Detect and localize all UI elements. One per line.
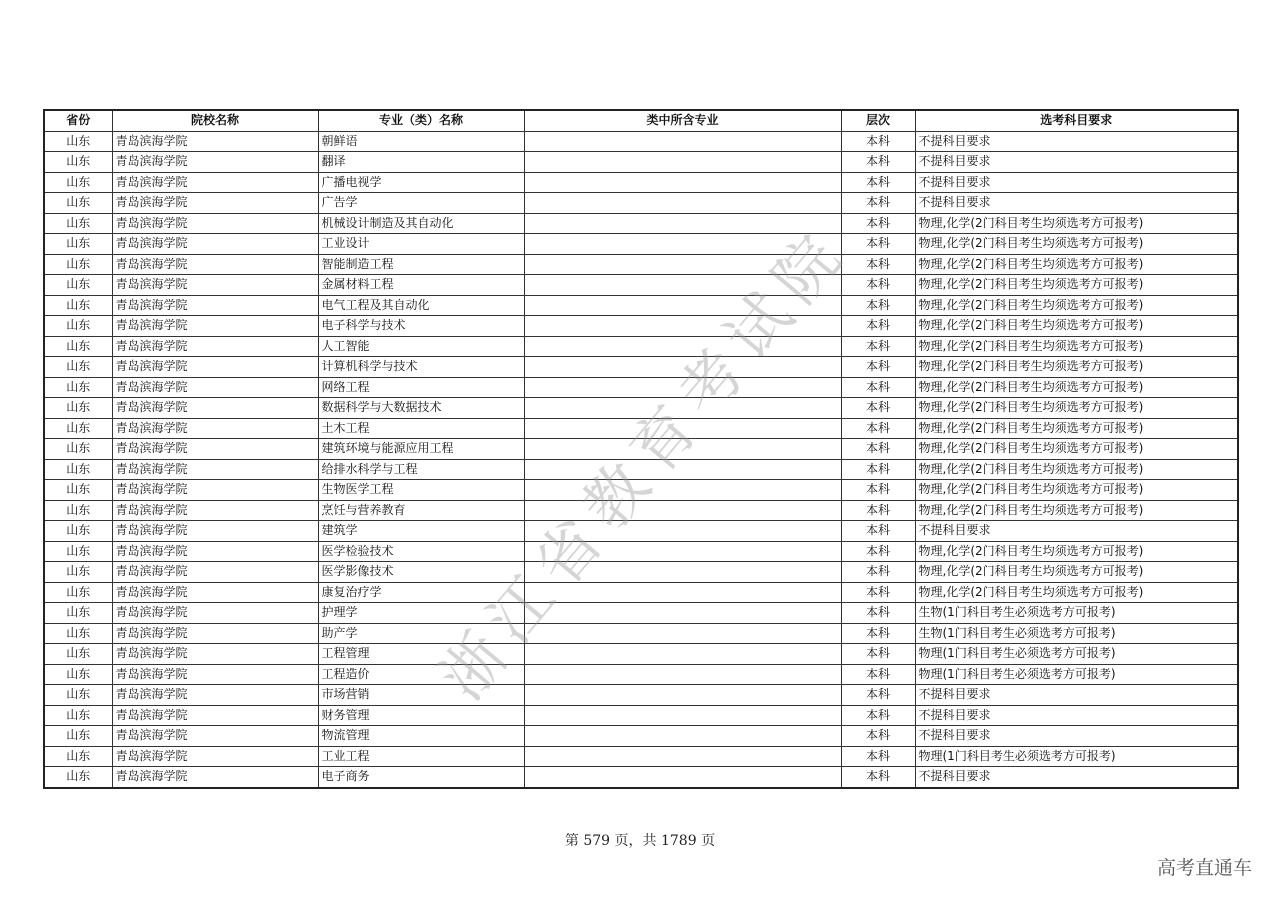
sub-majors-cell: [524, 521, 841, 542]
level-cell: 本科: [841, 398, 915, 419]
school-cell: 青岛滨海学院: [112, 336, 318, 357]
level-cell: 本科: [841, 254, 915, 275]
level-cell: 本科: [841, 541, 915, 562]
major-cell: 电气工程及其自动化: [318, 295, 524, 316]
school-cell: 青岛滨海学院: [112, 623, 318, 644]
table-row: [44, 521, 1238, 542]
sub-majors-cell: [524, 582, 841, 603]
sub-majors-cell: [524, 500, 841, 521]
province-cell: 山东: [44, 603, 112, 624]
school-cell: 青岛滨海学院: [112, 685, 318, 706]
table-row: [44, 357, 1238, 378]
major-cell: 土木工程: [318, 418, 524, 439]
school-cell: 青岛滨海学院: [112, 582, 318, 603]
school-cell: 青岛滨海学院: [112, 131, 318, 152]
school-cell: 青岛滨海学院: [112, 398, 318, 419]
sub-majors-cell: [524, 623, 841, 644]
sub-majors-cell: [524, 685, 841, 706]
province-cell: 山东: [44, 746, 112, 767]
school-cell: 青岛滨海学院: [112, 521, 318, 542]
major-cell: 助产学: [318, 623, 524, 644]
sub-majors-cell: [524, 644, 841, 665]
school-cell: 青岛滨海学院: [112, 275, 318, 296]
province-cell: 山东: [44, 541, 112, 562]
sub-majors-cell: [524, 726, 841, 747]
major-cell: 烹饪与营养教育: [318, 500, 524, 521]
level-cell: 本科: [841, 316, 915, 337]
sub-majors-cell: [524, 172, 841, 193]
school-cell: 青岛滨海学院: [112, 418, 318, 439]
level-cell: 本科: [841, 131, 915, 152]
requirement-cell: 物理(1门科目考生必须选考方可报考): [915, 644, 1238, 665]
header-level: 层次: [841, 110, 915, 131]
table-row: [44, 623, 1238, 644]
table-row: [44, 480, 1238, 501]
table-row: [44, 664, 1238, 685]
watermark-text: 浙江省教育考试院: [425, 212, 863, 714]
requirement-cell: 物理,化学(2门科目考生均须选考方可报考): [915, 562, 1238, 583]
table-row: [44, 336, 1238, 357]
school-cell: 青岛滨海学院: [112, 295, 318, 316]
page-number: 第 579 页，共 1789 页: [564, 833, 716, 849]
major-cell: 数据科学与大数据技术: [318, 398, 524, 419]
major-cell: 机械设计制造及其自动化: [318, 213, 524, 234]
requirement-cell: 物理,化学(2门科目考生均须选考方可报考): [915, 295, 1238, 316]
province-cell: 山东: [44, 418, 112, 439]
province-cell: 山东: [44, 726, 112, 747]
table-row: [44, 746, 1238, 767]
school-cell: 青岛滨海学院: [112, 541, 318, 562]
major-cell: 网络工程: [318, 377, 524, 398]
major-cell: 医学检验技术: [318, 541, 524, 562]
level-cell: 本科: [841, 582, 915, 603]
sub-majors-cell: [524, 664, 841, 685]
level-cell: 本科: [841, 500, 915, 521]
requirement-cell: 不提科目要求: [915, 172, 1238, 193]
requirement-cell: 物理,化学(2门科目考生均须选考方可报考): [915, 254, 1238, 275]
requirement-cell: 不提科目要求: [915, 131, 1238, 152]
sub-majors-cell: [524, 254, 841, 275]
sub-majors-cell: [524, 152, 841, 173]
major-cell: 财务管理: [318, 705, 524, 726]
sub-majors-cell: [524, 295, 841, 316]
sub-majors-cell: [524, 705, 841, 726]
brand-logo-text: 高考直通车: [1156, 857, 1252, 879]
level-cell: 本科: [841, 705, 915, 726]
table-row: [44, 295, 1238, 316]
province-cell: 山东: [44, 254, 112, 275]
level-cell: 本科: [841, 644, 915, 665]
province-cell: 山东: [44, 172, 112, 193]
sub-majors-cell: [524, 562, 841, 583]
major-cell: 建筑环境与能源应用工程: [318, 439, 524, 460]
province-cell: 山东: [44, 664, 112, 685]
major-cell: 工程管理: [318, 644, 524, 665]
level-cell: 本科: [841, 767, 915, 788]
requirement-cell: 物理,化学(2门科目考生均须选考方可报考): [915, 500, 1238, 521]
sub-majors-cell: [524, 603, 841, 624]
table-row: [44, 459, 1238, 480]
major-cell: 建筑学: [318, 521, 524, 542]
province-cell: 山东: [44, 623, 112, 644]
sub-majors-cell: [524, 213, 841, 234]
level-cell: 本科: [841, 480, 915, 501]
table-row: [44, 377, 1238, 398]
school-cell: 青岛滨海学院: [112, 767, 318, 788]
sub-majors-cell: [524, 336, 841, 357]
level-cell: 本科: [841, 726, 915, 747]
major-cell: 金属材料工程: [318, 275, 524, 296]
province-cell: 山东: [44, 131, 112, 152]
table-row: [44, 562, 1238, 583]
sub-majors-cell: [524, 316, 841, 337]
province-cell: 山东: [44, 439, 112, 460]
table-row: [44, 644, 1238, 665]
requirement-cell: 物理(1门科目考生必须选考方可报考): [915, 664, 1238, 685]
table-row: [44, 439, 1238, 460]
province-cell: 山东: [44, 582, 112, 603]
table-row: [44, 234, 1238, 255]
sub-majors-cell: [524, 746, 841, 767]
school-cell: 青岛滨海学院: [112, 234, 318, 255]
header-school: 院校名称: [112, 110, 318, 131]
level-cell: 本科: [841, 193, 915, 214]
level-cell: 本科: [841, 357, 915, 378]
table-row: [44, 275, 1238, 296]
table-header-row: [44, 110, 1238, 131]
requirement-cell: 物理,化学(2门科目考生均须选考方可报考): [915, 398, 1238, 419]
school-cell: 青岛滨海学院: [112, 664, 318, 685]
requirement-cell: 不提科目要求: [915, 521, 1238, 542]
school-cell: 青岛滨海学院: [112, 480, 318, 501]
major-cell: 电子商务: [318, 767, 524, 788]
requirement-cell: 物理,化学(2门科目考生均须选考方可报考): [915, 213, 1238, 234]
major-cell: 广告学: [318, 193, 524, 214]
school-cell: 青岛滨海学院: [112, 644, 318, 665]
table-row: [44, 767, 1238, 788]
major-cell: 物流管理: [318, 726, 524, 747]
level-cell: 本科: [841, 746, 915, 767]
major-cell: 人工智能: [318, 336, 524, 357]
requirement-cell: 物理,化学(2门科目考生均须选考方可报考): [915, 418, 1238, 439]
province-cell: 山东: [44, 521, 112, 542]
major-cell: 朝鲜语: [318, 131, 524, 152]
school-cell: 青岛滨海学院: [112, 172, 318, 193]
school-cell: 青岛滨海学院: [112, 746, 318, 767]
requirement-cell: 不提科目要求: [915, 705, 1238, 726]
school-cell: 青岛滨海学院: [112, 459, 318, 480]
level-cell: 本科: [841, 213, 915, 234]
table-row: [44, 603, 1238, 624]
province-cell: 山东: [44, 767, 112, 788]
school-cell: 青岛滨海学院: [112, 357, 318, 378]
major-cell: 康复治疗学: [318, 582, 524, 603]
requirement-cell: 物理,化学(2门科目考生均须选考方可报考): [915, 439, 1238, 460]
major-cell: 计算机科学与技术: [318, 357, 524, 378]
major-cell: 给排水科学与工程: [318, 459, 524, 480]
table-row: [44, 172, 1238, 193]
requirement-cell: 生物(1门科目考生必须选考方可报考): [915, 603, 1238, 624]
requirement-cell: 不提科目要求: [915, 152, 1238, 173]
province-cell: 山东: [44, 234, 112, 255]
header-major: 专业（类）名称: [318, 110, 524, 131]
major-cell: 工业工程: [318, 746, 524, 767]
major-cell: 智能制造工程: [318, 254, 524, 275]
province-cell: 山东: [44, 152, 112, 173]
level-cell: 本科: [841, 562, 915, 583]
major-cell: 医学影像技术: [318, 562, 524, 583]
sub-majors-cell: [524, 193, 841, 214]
school-cell: 青岛滨海学院: [112, 562, 318, 583]
table-row: [44, 316, 1238, 337]
level-cell: 本科: [841, 521, 915, 542]
major-cell: 广播电视学: [318, 172, 524, 193]
table-row: [44, 582, 1238, 603]
requirement-cell: 物理,化学(2门科目考生均须选考方可报考): [915, 336, 1238, 357]
table-row: [44, 418, 1238, 439]
province-cell: 山东: [44, 193, 112, 214]
table-row: [44, 705, 1238, 726]
school-cell: 青岛滨海学院: [112, 254, 318, 275]
province-cell: 山东: [44, 562, 112, 583]
level-cell: 本科: [841, 418, 915, 439]
province-cell: 山东: [44, 459, 112, 480]
level-cell: 本科: [841, 439, 915, 460]
level-cell: 本科: [841, 603, 915, 624]
requirement-cell: 物理,化学(2门科目考生均须选考方可报考): [915, 582, 1238, 603]
sub-majors-cell: [524, 357, 841, 378]
school-cell: 青岛滨海学院: [112, 193, 318, 214]
school-cell: 青岛滨海学院: [112, 152, 318, 173]
table-row: [44, 541, 1238, 562]
province-cell: 山东: [44, 316, 112, 337]
sub-majors-cell: [524, 480, 841, 501]
table-row: [44, 685, 1238, 706]
province-cell: 山东: [44, 644, 112, 665]
table-row: [44, 398, 1238, 419]
school-cell: 青岛滨海学院: [112, 705, 318, 726]
header-province: 省份: [44, 110, 112, 131]
admission-requirements-table: [43, 109, 1239, 789]
level-cell: 本科: [841, 459, 915, 480]
requirement-cell: 物理,化学(2门科目考生均须选考方可报考): [915, 234, 1238, 255]
school-cell: 青岛滨海学院: [112, 603, 318, 624]
table-row: [44, 131, 1238, 152]
requirement-cell: 物理,化学(2门科目考生均须选考方可报考): [915, 541, 1238, 562]
level-cell: 本科: [841, 685, 915, 706]
table-row: [44, 500, 1238, 521]
major-cell: 工程造价: [318, 664, 524, 685]
level-cell: 本科: [841, 234, 915, 255]
major-cell: 护理学: [318, 603, 524, 624]
level-cell: 本科: [841, 664, 915, 685]
sub-majors-cell: [524, 398, 841, 419]
requirement-cell: 不提科目要求: [915, 767, 1238, 788]
header-requirement: 选考科目要求: [915, 110, 1238, 131]
level-cell: 本科: [841, 275, 915, 296]
table-body: [44, 131, 1238, 788]
table-row: [44, 213, 1238, 234]
sub-majors-cell: [524, 459, 841, 480]
province-cell: 山东: [44, 377, 112, 398]
table-row: [44, 726, 1238, 747]
province-cell: 山东: [44, 295, 112, 316]
province-cell: 山东: [44, 336, 112, 357]
requirement-cell: 物理,化学(2门科目考生均须选考方可报考): [915, 275, 1238, 296]
table-row: [44, 152, 1238, 173]
province-cell: 山东: [44, 275, 112, 296]
level-cell: 本科: [841, 336, 915, 357]
province-cell: 山东: [44, 357, 112, 378]
level-cell: 本科: [841, 152, 915, 173]
level-cell: 本科: [841, 172, 915, 193]
school-cell: 青岛滨海学院: [112, 316, 318, 337]
school-cell: 青岛滨海学院: [112, 213, 318, 234]
sub-majors-cell: [524, 131, 841, 152]
sub-majors-cell: [524, 541, 841, 562]
requirement-cell: 物理,化学(2门科目考生均须选考方可报考): [915, 316, 1238, 337]
sub-majors-cell: [524, 377, 841, 398]
requirement-cell: 物理,化学(2门科目考生均须选考方可报考): [915, 377, 1238, 398]
table-row: [44, 254, 1238, 275]
requirement-cell: 不提科目要求: [915, 726, 1238, 747]
sub-majors-cell: [524, 439, 841, 460]
requirement-cell: 物理,化学(2门科目考生均须选考方可报考): [915, 480, 1238, 501]
major-cell: 翻译: [318, 152, 524, 173]
requirement-cell: 生物(1门科目考生必须选考方可报考): [915, 623, 1238, 644]
level-cell: 本科: [841, 377, 915, 398]
province-cell: 山东: [44, 685, 112, 706]
requirement-cell: 不提科目要求: [915, 685, 1238, 706]
level-cell: 本科: [841, 295, 915, 316]
province-cell: 山东: [44, 213, 112, 234]
sub-majors-cell: [524, 275, 841, 296]
sub-majors-cell: [524, 234, 841, 255]
requirement-cell: 物理(1门科目考生必须选考方可报考): [915, 746, 1238, 767]
major-cell: 生物医学工程: [318, 480, 524, 501]
requirement-cell: 不提科目要求: [915, 193, 1238, 214]
header-sub-majors: 类中所含专业: [524, 110, 841, 131]
table-row: [44, 193, 1238, 214]
requirement-cell: 物理,化学(2门科目考生均须选考方可报考): [915, 459, 1238, 480]
school-cell: 青岛滨海学院: [112, 439, 318, 460]
major-cell: 工业设计: [318, 234, 524, 255]
major-cell: 市场营销: [318, 685, 524, 706]
province-cell: 山东: [44, 705, 112, 726]
province-cell: 山东: [44, 480, 112, 501]
level-cell: 本科: [841, 623, 915, 644]
requirement-cell: 物理,化学(2门科目考生均须选考方可报考): [915, 357, 1238, 378]
sub-majors-cell: [524, 418, 841, 439]
province-cell: 山东: [44, 500, 112, 521]
school-cell: 青岛滨海学院: [112, 377, 318, 398]
province-cell: 山东: [44, 398, 112, 419]
major-cell: 电子科学与技术: [318, 316, 524, 337]
sub-majors-cell: [524, 767, 841, 788]
school-cell: 青岛滨海学院: [112, 726, 318, 747]
school-cell: 青岛滨海学院: [112, 500, 318, 521]
